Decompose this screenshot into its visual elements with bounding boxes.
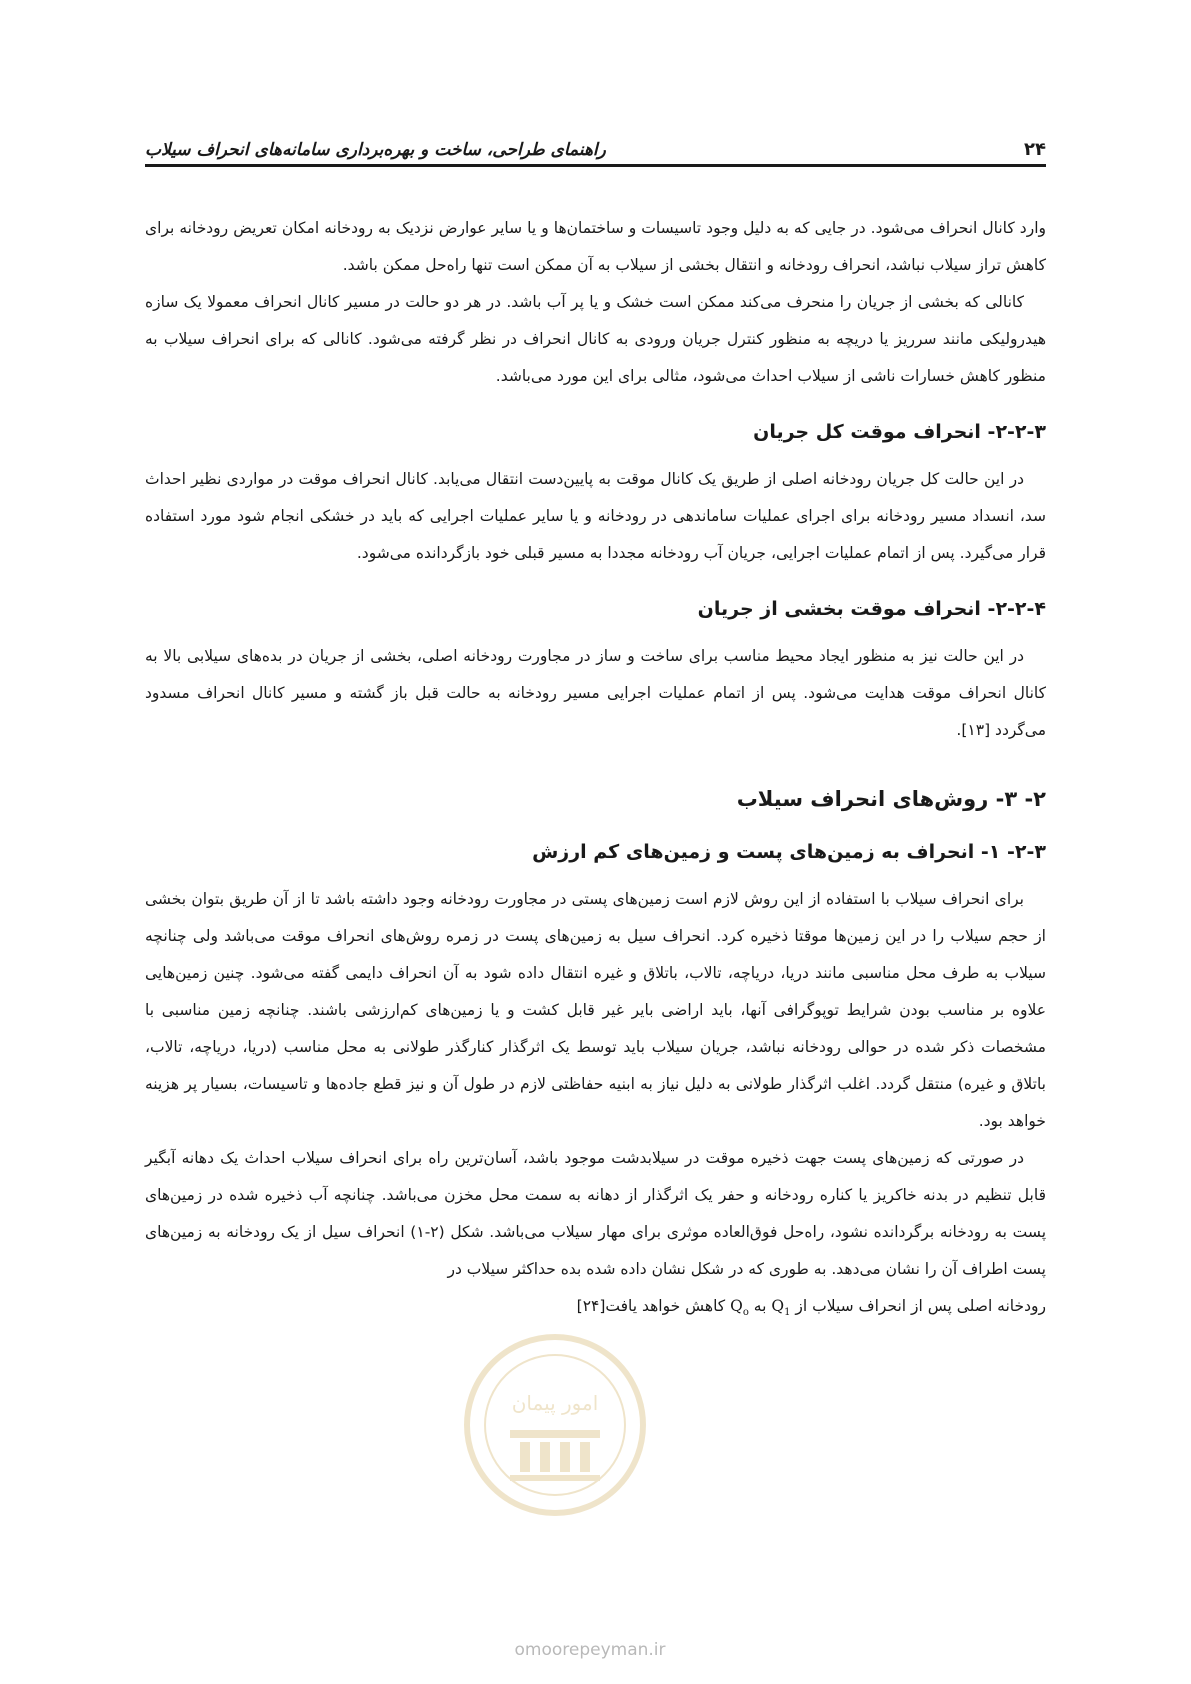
math-subscript: o (742, 1307, 749, 1319)
math-subscript: 1 (784, 1307, 791, 1319)
paragraph (145, 1288, 1046, 1331)
math-q0 (730, 1297, 749, 1319)
running-title: راهنمای طراحی، ساخت و بهره‌برداری سامانه‌های انحراف سیلاب (145, 140, 606, 160)
paragraph: وارد کانال انحراف می‌شود. در جایی که به دلیل وجود تاسیسات و ساختمان‌ها و یا سایر عوارض نزدیک به رودخانه امکان تعریض رودخانه برای کاهش تراز سیلاب نباشد، انحراف رودخانه و انتقال بخشی از سیلاب به آن ممکن است تنها راه‌حل ممکن باشد. (145, 219, 1046, 274)
text-run: کاهش خواهد یافت[۲۴] (576, 1297, 726, 1315)
paragraph: در صورتی که زمین‌های پست جهت ذخیره موقت در سیلابدشت موجود باشد، آسان‌ترین راه برای انحراف سیلاب احداث یک دهانه آبگیر قابل تنظیم در بدنه خاکریز یا کناره رودخانه و حفر یک اثرگذار از دهانه به سمت محل مخزن می‌باشد. چنانچه آب ذخیره شده در زمین‌های پست به رودخانه برگردانده نشود، راه‌حل فوق‌العاده موثری برای مهار سیلاب می‌باشد. شکل (۲-۱) انحراف سیل از یک رودخانه به زمین‌های پست اطراف آن را نشان می‌دهد. به طوری که در شکل نشان داده شده بده حداکثر سیلاب در (145, 1149, 1047, 1278)
math-symbol: Q (730, 1297, 743, 1315)
text-run: رودخانه اصلی پس از انحراف سیلاب از (795, 1297, 1046, 1315)
watermark-logo-text: امور پیمان (511, 1391, 599, 1415)
paragraph: در این حالت نیز به منظور ایجاد محیط مناسب برای ساخت و ساز در مجاورت رودخانه اصلی، بخشی از جریان در بده‌های سیلابی بالا به کانال انحراف موقت هدایت می‌شود. پس از اتمام عملیات اجرایی مسیر رودخانه به حالت قبل باز گشته و مسیر کانال انحراف مسدود می‌گردد [۱۳]. (145, 647, 1046, 739)
math-symbol: Q (771, 1297, 785, 1315)
paragraph: کانالی که بخشی از جریان را منحرف می‌کند ممکن است خشک و یا پر آب باشد. در هر دو حالت در مسیر کانال انحراف معمولا یک سازه هیدرولیکی مانند سرریز یا دریچه به منظور کنترل جریان ورودی به کانال انحراف در نظر گرفته می‌شود. کانالی که برای انحراف سیلاب به منظور کاهش خسارات ناشی از سیلاب احداث می‌شود، مثالی برای این مورد می‌باشد. (145, 293, 1046, 385)
section-heading: ۲-۲-۴- انحراف موقت بخشی از جریان (697, 598, 1046, 620)
text-run: به (753, 1297, 767, 1315)
paragraph: برای انحراف سیلاب با استفاده از این روش لازم است زمین‌های پستی در مجاورت رودخانه وجود داشته باشد تا از آن طریق بتوان بخشی از حجم سیلاب را در این زمین‌ها موقتا ذخیره کرد. انحراف سیل به زمین‌های پست در زمره روش‌های انحراف موقت می‌باشد ولی چنانچه سیلاب به طرف محل مناسبی مانند دریا، دریاچه، تالاب، باتلاق و غیره انتقال داده شود به آن انحراف دایمی گفته می‌شود. چنین زمین‌هایی علاوه بر مناسب بودن شرایط توپوگرافی آنها، باید اراضی بایر غیر قابل کشت و یا زمین‌های کم‌ارزشی باشند. چنانچه زمین مناسبی با مشخصات ذکر شده در حوالی رودخانه نباشد، جریان سیلاب باید توسط یک اثرگذار کنارگذر طولانی به محل مناسب (دریا، دریاچه، تالاب، باتلاق و غیره) منتقل گردد. اغلب اثرگذار طولانی به دلیل نیاز به ابنیه حفاظتی لازم در طول آن و نیز قطع جاده‌ها و تاسیسات، بسیار پر هزینه خواهد بود. (145, 890, 1046, 1130)
math-q1 (771, 1297, 791, 1319)
section-heading: ۲-۳- ۱- انحراف به زمین‌های پست و زمین‌های کم ارزش (532, 841, 1046, 863)
paragraph: در این حالت کل جریان رودخانه اصلی از طریق یک کانال موقت به پایین‌دست انتقال می‌یابد. کانال انحراف موقت در مواردی نظیر احداث سد، انسداد مسیر رودخانه برای اجرای عملیات ساماندهی در رودخانه و یا سایر عملیات اجرایی که باید در خشکی انجام شود مورد استفاده قرار می‌گیرد. پس از اتمام عملیات اجرایی، جریان آب رودخانه مجددا به مسیر قبلی خود بازگردانده می‌شود. (145, 470, 1046, 562)
page-header (145, 128, 1046, 167)
page-number: ۲۴ (1024, 139, 1046, 160)
watermark-url: omoorepeyman.ir (514, 1640, 666, 1660)
section-heading: ۲-۲-۳- انحراف موقت کل جریان (753, 421, 1046, 443)
body-content (145, 210, 1046, 1331)
watermark-logo (460, 1330, 650, 1520)
chapter-section-heading: ۲- ۳- روش‌های انحراف سیلاب (736, 787, 1046, 811)
